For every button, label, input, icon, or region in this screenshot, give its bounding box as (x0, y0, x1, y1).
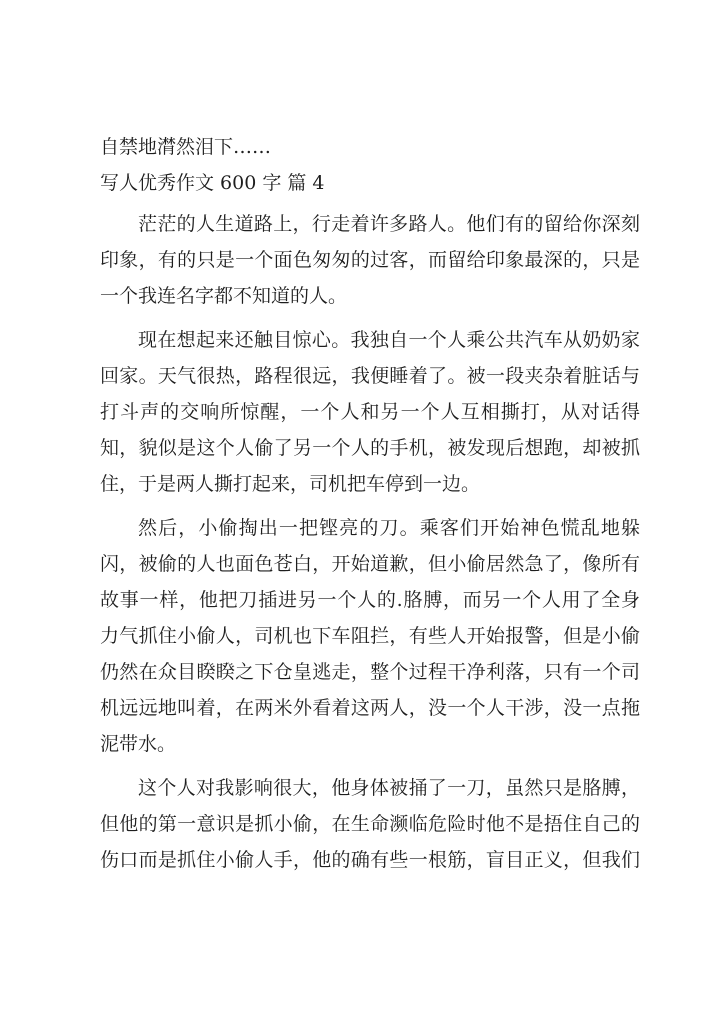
paragraph-line: 现在想起来还触目惊心。我独自一个人乘公共汽车从奶奶家 (138, 329, 640, 351)
paragraph-1 (100, 206, 640, 314)
paragraph-line: 仍然在众目睽睽之下仓皇逃走，整个过程干净利落，只有一个司 (100, 661, 640, 683)
paragraph-line: 机远远地叫着，在两米外看着这两人，没一个人干涉，没一点拖 (100, 697, 640, 719)
paragraph-3 (100, 510, 640, 762)
paragraph-line: 一个我连名字都不知道的人。 (100, 285, 348, 307)
paragraph-line: 这个人对我影响很大，他身体被捅了一刀，虽然只是胳膊， (138, 777, 640, 799)
lead-line: 自禁地潸然泪下…… (100, 136, 272, 158)
paragraph-line: 闪，被偷的人也面色苍白，开始道歉，但小偷居然急了，像所有 (100, 553, 640, 575)
paragraph-2 (100, 322, 640, 502)
paragraph-line: 回家。天气很热，路程很远，我便睡着了。被一段夹杂着脏话与 (100, 365, 640, 387)
paragraph-line: 知，貌似是这个人偷了另一个人的手机，被发现后想跑，却被抓 (100, 437, 640, 459)
paragraph-line: 泥带水。 (100, 733, 177, 755)
paragraph-line: 住，于是两人撕打起来，司机把车停到一边。 (100, 473, 481, 495)
paragraph-line: 打斗声的交响所惊醒，一个人和另一个人互相撕打，从对话得 (100, 401, 640, 423)
essay-title: 写人优秀作文 600 字 篇 4 (100, 172, 325, 194)
paragraph-line: 印象，有的只是一个面色匆匆的过客，而留给印象最深的，只是 (100, 249, 640, 271)
paragraph-line: 伤口而是抓住小偷人手，他的确有些一根筋，盲目正义，但我们 (100, 849, 640, 871)
paragraph-4 (100, 770, 640, 878)
paragraph-line: 然后，小偷掏出一把铿亮的刀。乘客们开始神色慌乱地躲 (138, 517, 640, 539)
paragraph-line: 茫茫的人生道路上，行走着许多路人。他们有的留给你深刻 (138, 213, 640, 235)
document-body (100, 129, 640, 878)
paragraph-line: 但他的第一意识是抓小偷，在生命濒临危险时他不是捂住自己的 (100, 813, 640, 835)
paragraph-line: 力气抓住小偷人，司机也下车阻拦，有些人开始报警，但是小偷 (100, 625, 640, 647)
paragraph-line: 故事一样，他把刀插进另一个人的.胳膊，而另一个人用了全身 (100, 589, 640, 611)
